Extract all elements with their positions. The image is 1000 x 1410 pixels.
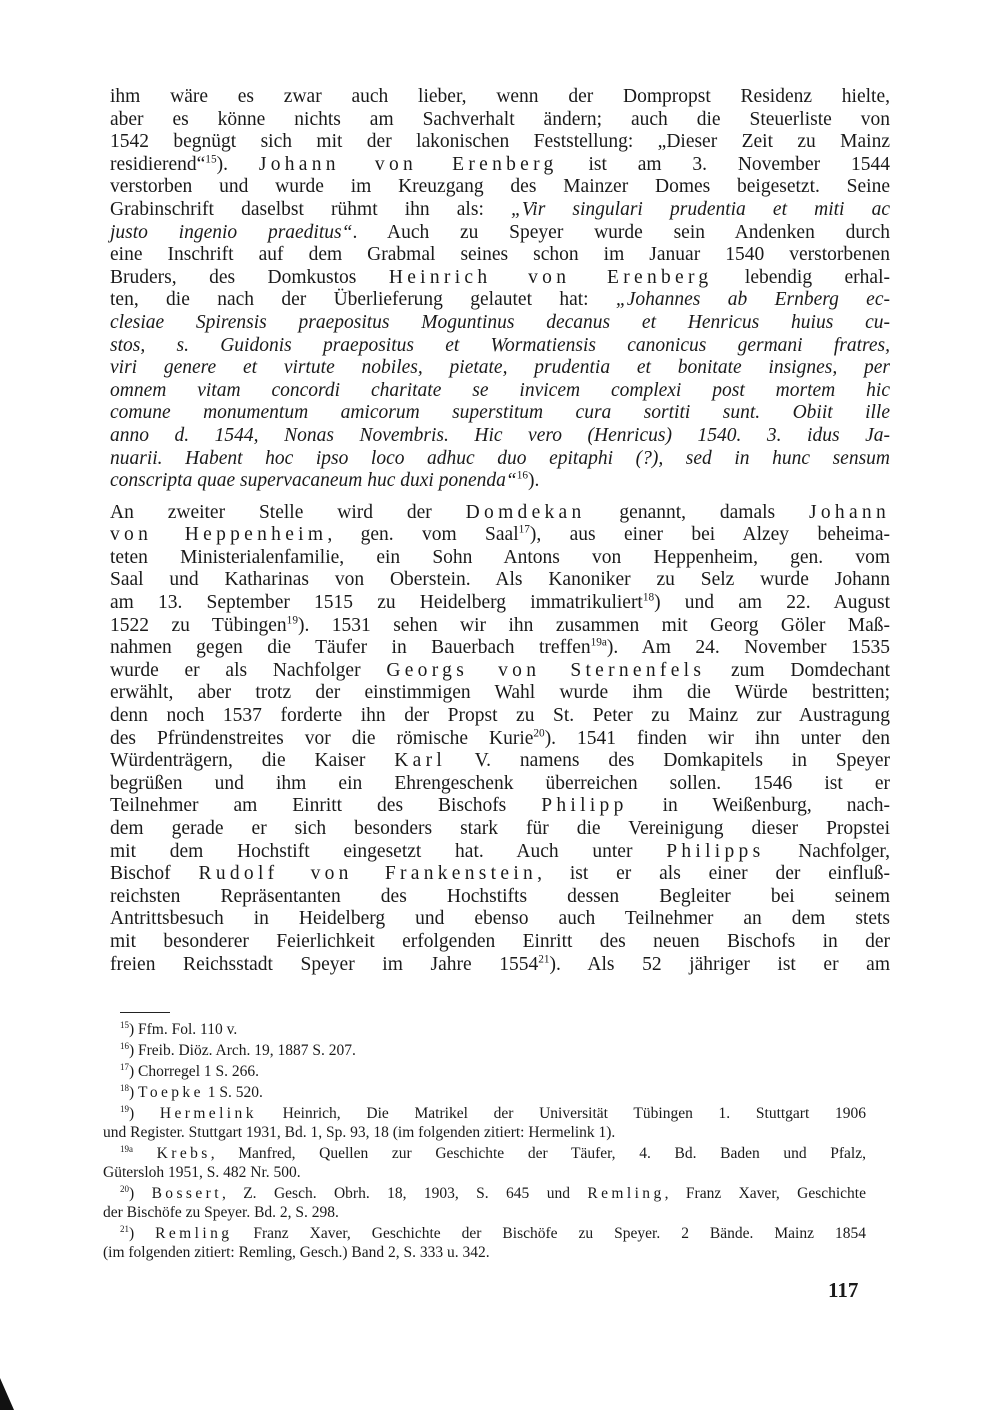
footnote-ref: 20 — [120, 1184, 129, 1195]
text-line — [110, 637, 890, 660]
latin-quote: „Vir singulari prudentia et miti ac — [510, 198, 890, 220]
text-line — [110, 131, 890, 154]
text-line — [103, 1083, 866, 1102]
text-line — [110, 728, 890, 751]
text-line — [110, 199, 890, 222]
text-run: (im folgenden zitiert: Remling, Gesch.) Band 2, S. 333 u. 342. — [103, 1244, 490, 1261]
spaced-name: Toepke — [138, 1084, 204, 1101]
text-run: ) — [128, 1185, 152, 1202]
latin-quote: clesiae Spirensis praepositus Moguntinus decanus et Henricus huius cu- — [110, 311, 890, 333]
text-line — [110, 425, 890, 448]
spaced-name: Bossert — [151, 1185, 222, 1202]
text-run: lebendig erhal- — [712, 266, 890, 288]
footnote-ref: 16 — [516, 469, 529, 482]
footnote-ref: 19a — [120, 1144, 133, 1155]
text-line — [110, 908, 890, 931]
paragraph — [110, 502, 890, 976]
latin-quote: stos, s. Guidonis praepositus et Wormatiensis canonicus germani fratres, — [110, 334, 890, 356]
text-run: . Auch zu Speyer wurde sein Andenken durch — [352, 221, 890, 243]
text-line — [103, 1020, 866, 1039]
text-run: Bischof — [110, 863, 199, 885]
text-line — [103, 1123, 866, 1142]
text-run: der Bischöfe zu Speyer. Bd. 2, S. 298. — [103, 1204, 339, 1221]
text-run: ) Ffm. Fol. 110 v. — [128, 1021, 238, 1038]
text-run: Saal und Katharinas von Oberstein. Als Kanoniker zu Selz wurde Johann — [110, 569, 890, 591]
text-run: Gütersloh 1951, S. 482 Nr. 500. — [103, 1164, 301, 1181]
latin-quote: justo ingenio praeditus“ — [110, 221, 353, 243]
text-line — [110, 244, 890, 267]
text-line — [110, 267, 890, 290]
text-run: mit dem Hochstift eingesetzt hat. Auch unter — [110, 840, 667, 862]
text-run: teten Ministerialenfamilie, ein Sohn Antons von Heppenheim, gen. vom — [110, 546, 890, 568]
text-line — [110, 863, 890, 886]
footnote-ref: 19 — [120, 1104, 129, 1115]
text-run: des Pfründenstreites vor die römische Kurie — [110, 727, 534, 749]
text-line — [110, 402, 890, 425]
text-run: ). 1541 finden wir ihn unter den — [544, 727, 890, 749]
text-run: An zweiter Stelle wird der — [110, 501, 466, 523]
spaced-name: Johann — [809, 501, 890, 523]
text-run: residierend“ — [110, 153, 206, 175]
footnote-divider — [120, 1012, 170, 1013]
footnote-ref: 19a — [590, 636, 607, 649]
text-run: nahmen gegen die Täufer in Bauerbach treffen — [110, 637, 591, 659]
text-line — [103, 1104, 866, 1123]
latin-quote: comune monumentum amicorum superstitum cura sortiti sunt. Obiit ille — [110, 402, 890, 424]
text-line — [110, 660, 890, 683]
footnote-ref: 15 — [120, 1020, 129, 1031]
footnote-ref: 21 — [120, 1224, 129, 1235]
text-line — [103, 1224, 866, 1243]
text-run: wurde er als Nachfolger — [110, 659, 387, 681]
latin-quote: nuarii. Habent hoc ipso loco adhuc duo epitaphi (?), sed in hunc sensum — [110, 447, 890, 469]
latin-quote: „Johannes ab Ernberg ec- — [615, 289, 890, 311]
text-line — [110, 682, 890, 705]
text-line — [110, 222, 890, 245]
text-line — [110, 312, 890, 335]
footnote-ref: 18 — [642, 591, 655, 604]
footnote-ref: 18 — [120, 1083, 129, 1094]
spaced-name: Remling — [155, 1225, 233, 1242]
latin-quote: anno d. 1544, Nonas Novembris. Hic vero (Henricus) 1540. 3. idus Ja- — [110, 424, 890, 446]
latin-quote: viri genere et virtute nobiles, pietate, prudentia et bonitate insignes, per — [110, 357, 890, 379]
text-line — [110, 750, 890, 773]
text-run: dem gerade er sich besonders stark für die Vereinigung dieser Propstei — [110, 818, 890, 839]
text-line — [110, 502, 890, 525]
spaced-name: Philipps — [666, 840, 765, 862]
text-run: denn noch 1537 forderte ihn der Propst zu St. Peter zu Mainz zur Austragung — [110, 705, 890, 727]
spaced-name: Philipp — [541, 795, 628, 817]
text-line — [110, 954, 890, 977]
text-run: 1522 zu Tübingen — [110, 614, 287, 636]
text-run: am 13. September 1515 zu Heidelberg immatrikuliert — [110, 592, 643, 614]
text-run: ) Chorregel 1 S. 266. — [128, 1063, 259, 1080]
footnote-ref: 21 — [538, 953, 550, 966]
footnote — [103, 1083, 866, 1102]
text-run: , ist er als einer der einfluß- — [537, 863, 890, 885]
text-run: mit besonderer Feierlichkeit erfolgenden Einritt des neuen Bischofs in der — [110, 930, 890, 952]
footnote — [103, 1041, 866, 1060]
text-line — [110, 524, 890, 547]
text-line — [110, 357, 890, 380]
text-run: , gen. vom Saal — [327, 524, 519, 546]
text-run: ). Als 52 jähriger ist er am — [549, 953, 890, 975]
text-run: zum Domdechant — [705, 659, 890, 681]
footnote-ref: 17 — [120, 1062, 129, 1073]
main-text — [110, 86, 890, 985]
text-line — [110, 931, 890, 954]
text-line — [103, 1062, 866, 1081]
text-run: Nachfolger, — [764, 840, 891, 862]
text-line — [110, 470, 890, 493]
text-run: ihm wäre es zwar auch lieber, wenn der Dompropst Residenz hielte, — [110, 86, 890, 107]
text-run: ist am 3. November 1544 — [557, 153, 890, 175]
text-run: Antrittsbesuch in Heidelberg und ebenso auch Teilnehmer an dem stets — [110, 908, 890, 930]
text-run: Teilnehmer am Einritt des Bischofs — [110, 795, 542, 817]
text-line — [110, 841, 890, 864]
text-run: erwählt, aber trotz der einstimmigen Wahl wurde ihm die Würde bestritten; — [110, 682, 890, 704]
footnote — [103, 1104, 866, 1142]
text-line — [110, 615, 890, 638]
text-run: Bruders, des Domkustos — [110, 266, 389, 288]
text-run: begrüßen und ihm ein Ehrengeschenk überreichen sollen. 1546 ist er — [110, 772, 890, 794]
spaced-name: Johann von Erenberg — [258, 153, 558, 175]
text-line — [110, 886, 890, 909]
text-run: und Register. Stuttgart 1931, Bd. 1, Sp. 93, 18 (im folgenden zitiert: Hermelink 1). — [103, 1124, 616, 1141]
latin-quote: omnem vitam concordi charitate se invicem complexi post mortem hic — [110, 379, 890, 401]
text-run: Würdenträgern, die Kaiser — [110, 750, 395, 772]
footnote — [103, 1144, 866, 1182]
spaced-name: Krebs — [156, 1145, 211, 1162]
text-run: freien Reichsstadt Speyer im Jahre 1554 — [110, 953, 539, 975]
spaced-name: Rudolf von Frankenstein — [198, 863, 538, 885]
text-line — [110, 176, 890, 199]
text-run: ) — [128, 1084, 139, 1101]
text-line — [110, 547, 890, 570]
text-run: ) und am 22. August — [654, 592, 890, 614]
footnote — [103, 1184, 866, 1222]
footnote-ref: 15 — [205, 153, 217, 166]
footnote-ref: 20 — [533, 727, 545, 740]
text-line — [110, 154, 890, 177]
footnote — [103, 1062, 866, 1081]
text-run: ). Am 24. November 1535 — [606, 637, 890, 659]
text-run: ). — [216, 153, 259, 175]
text-run: 1542 begnügt sich mit der lakonischen Feststellung: „Dieser Zeit zu Mainz — [110, 131, 890, 153]
spaced-name: Hermelink — [159, 1105, 257, 1122]
footnotes — [103, 1020, 866, 1262]
text-run: ), aus einer bei Alzey beheima- — [529, 524, 890, 546]
text-line — [110, 773, 890, 796]
text-line — [103, 1041, 866, 1060]
spaced-name: Karl — [394, 750, 447, 772]
text-run: aber es könne nichts am Sachverhalt ändern; auch die Steuerliste von — [110, 108, 890, 130]
footnote-ref: 17 — [518, 523, 530, 536]
text-line — [103, 1163, 866, 1182]
paragraph — [110, 86, 890, 493]
text-line — [110, 289, 890, 312]
text-line — [103, 1203, 866, 1222]
text-run: genannt, damals — [585, 501, 810, 523]
text-run: ) Freib. Diöz. Arch. 19, 1887 S. 207. — [128, 1042, 356, 1059]
text-line — [110, 448, 890, 471]
text-line — [110, 380, 890, 403]
text-line — [110, 569, 890, 592]
footnote — [103, 1224, 866, 1262]
spaced-name: Heinrich von Erenberg — [388, 266, 713, 288]
text-line — [103, 1243, 866, 1262]
text-line — [110, 109, 890, 132]
page-number: 117 — [828, 1278, 859, 1302]
text-line — [110, 818, 890, 841]
text-run: ). 1531 sehen wir ihn zusammen mit Georg Göler Maß- — [297, 614, 890, 636]
text-run: , Franz Xaver, Geschichte — [664, 1185, 866, 1202]
spaced-name: von Heppenheim — [110, 524, 328, 546]
spaced-name: Domdekan — [465, 501, 586, 523]
footnote-ref: 16 — [120, 1041, 129, 1052]
text-line — [103, 1144, 866, 1163]
text-run: verstorben und wurde im Kreuzgang des Mainzer Domes beigesetzt. Seine — [110, 176, 890, 198]
text-run: 1 S. 520. — [203, 1084, 263, 1101]
text-run: Grabinschrift daselbst rühmt ihn als: — [110, 198, 511, 220]
spaced-name: Georgs von Sternenfels — [386, 659, 706, 681]
text-run: Franz Xaver, Geschichte der Bischöfe zu Speyer. 2 Bände. Mainz 1854 — [232, 1225, 866, 1242]
text-line — [110, 335, 890, 358]
text-line — [103, 1184, 866, 1203]
text-run: ten, die nach der Überlieferung gelautet hat: — [110, 289, 616, 311]
footnote-ref: 19 — [286, 614, 298, 627]
text-run: Heinrich, Die Matrikel der Universität Tübingen 1. Stuttgart 1906 — [256, 1105, 866, 1122]
text-run: eine Inschrift auf dem Grabmal seines schon im Januar 1540 verstorbenen — [110, 244, 890, 266]
text-run — [133, 1145, 157, 1162]
text-line — [110, 705, 890, 728]
scan-corner-mark — [0, 1378, 14, 1410]
spaced-name: Remling — [587, 1185, 665, 1202]
text-run: ). — [528, 470, 540, 492]
footnote — [103, 1020, 866, 1039]
text-run: in Weißenburg, nach- — [627, 795, 890, 817]
text-run: ) — [128, 1105, 160, 1122]
text-line — [110, 592, 890, 615]
text-run: ) — [128, 1225, 156, 1242]
text-run: , Manfred, Quellen zur Geschichte der Täufer, 4. Bd. Baden und Pfalz, — [210, 1145, 866, 1162]
text-line — [110, 795, 890, 818]
latin-quote: conscripta quae supervacaneum huc duxi ponenda“ — [110, 470, 517, 492]
text-run: , Z. Gesch. Obrh. 18, 1903, S. 645 und — [221, 1185, 588, 1202]
text-line — [110, 86, 890, 109]
text-run: reichsten Repräsentanten des Hochstifts dessen Begleiter bei seinem — [110, 885, 890, 907]
text-run: V. namens des Domkapitels in Speyer — [446, 750, 890, 772]
